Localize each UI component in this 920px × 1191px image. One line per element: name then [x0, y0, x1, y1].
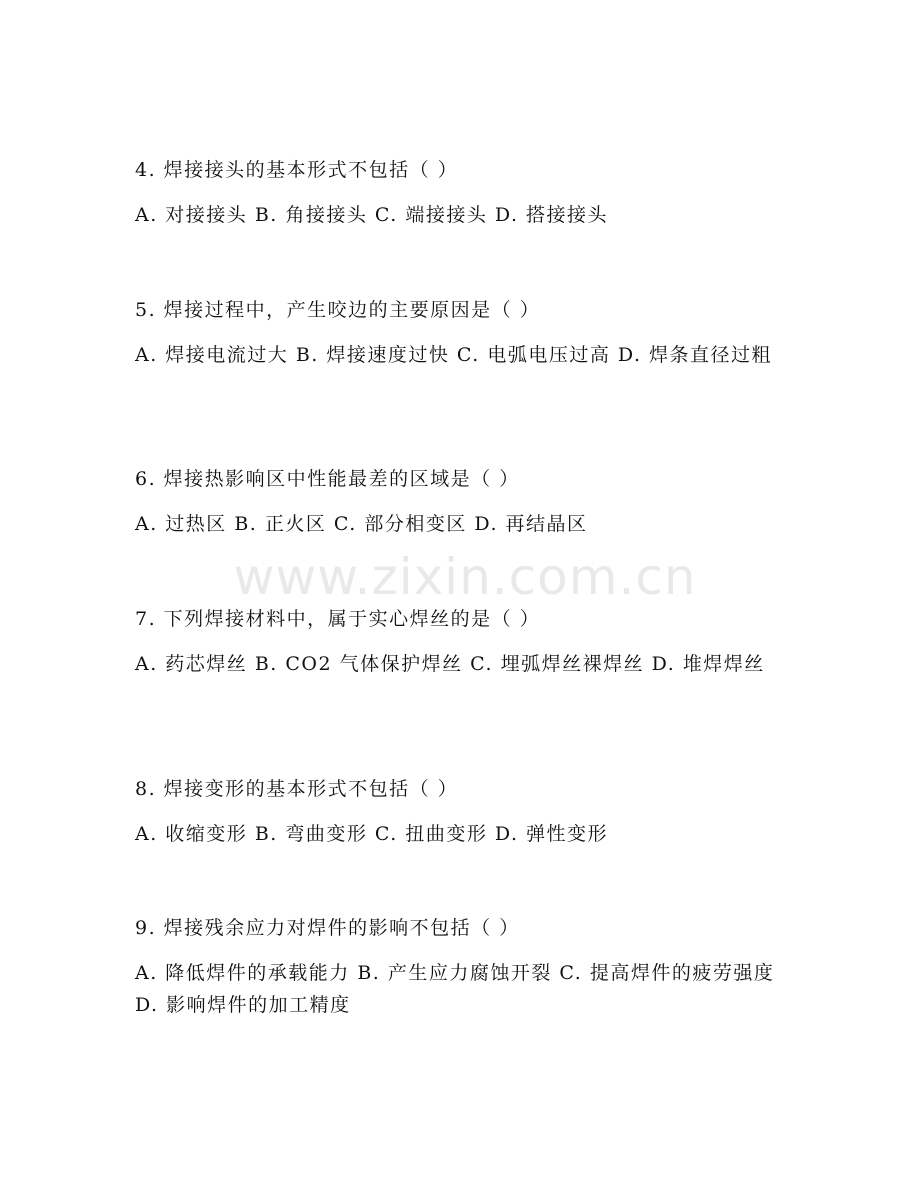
- question-stem: 9. 焊接残余应力对焊件的影响不包括（ ）: [135, 917, 520, 939]
- watermark: www.zixin.com.cn: [233, 548, 697, 606]
- question-5: [135, 294, 785, 371]
- question-stem: 7. 下列焊接材料中，属于实心焊丝的是（ ）: [135, 608, 541, 630]
- question-options: A. 降低焊件的承载能力 B. 产生应力腐蚀开裂 C. 提高焊件的疲劳强度 D. 影响焊件的加工精度: [135, 962, 775, 1016]
- question-options: A. 焊接电流过大 B. 焊接速度过快 C. 电弧电压过高 D. 焊条直径过粗: [135, 344, 773, 366]
- question-stem: 8. 焊接变形的基本形式不包括（ ）: [135, 778, 459, 800]
- question-options: A. 收缩变形 B. 弯曲变形 C. 扭曲变形 D. 弹性变形: [135, 823, 609, 845]
- question-stem: 4. 焊接接头的基本形式不包括（ ）: [135, 159, 459, 181]
- question-stem: 6. 焊接热影响区中性能最差的区域是（ ）: [135, 468, 520, 490]
- question-7: [135, 603, 785, 680]
- question-6: [135, 463, 785, 540]
- question-8: [135, 773, 785, 850]
- question-options: A. 药芯焊丝 B. CO2 气体保护焊丝 C. 埋弧焊丝裸焊丝 D. 堆焊焊丝: [135, 653, 765, 675]
- question-stem: 5. 焊接过程中，产生咬边的主要原因是（ ）: [135, 299, 541, 321]
- question-options: A. 对接接头 B. 角接接头 C. 端接接头 D. 搭接接头: [135, 204, 609, 226]
- question-4: [135, 154, 785, 231]
- question-options: A. 过热区 B. 正火区 C. 部分相变区 D. 再结晶区: [135, 513, 588, 535]
- question-9: [135, 912, 785, 1021]
